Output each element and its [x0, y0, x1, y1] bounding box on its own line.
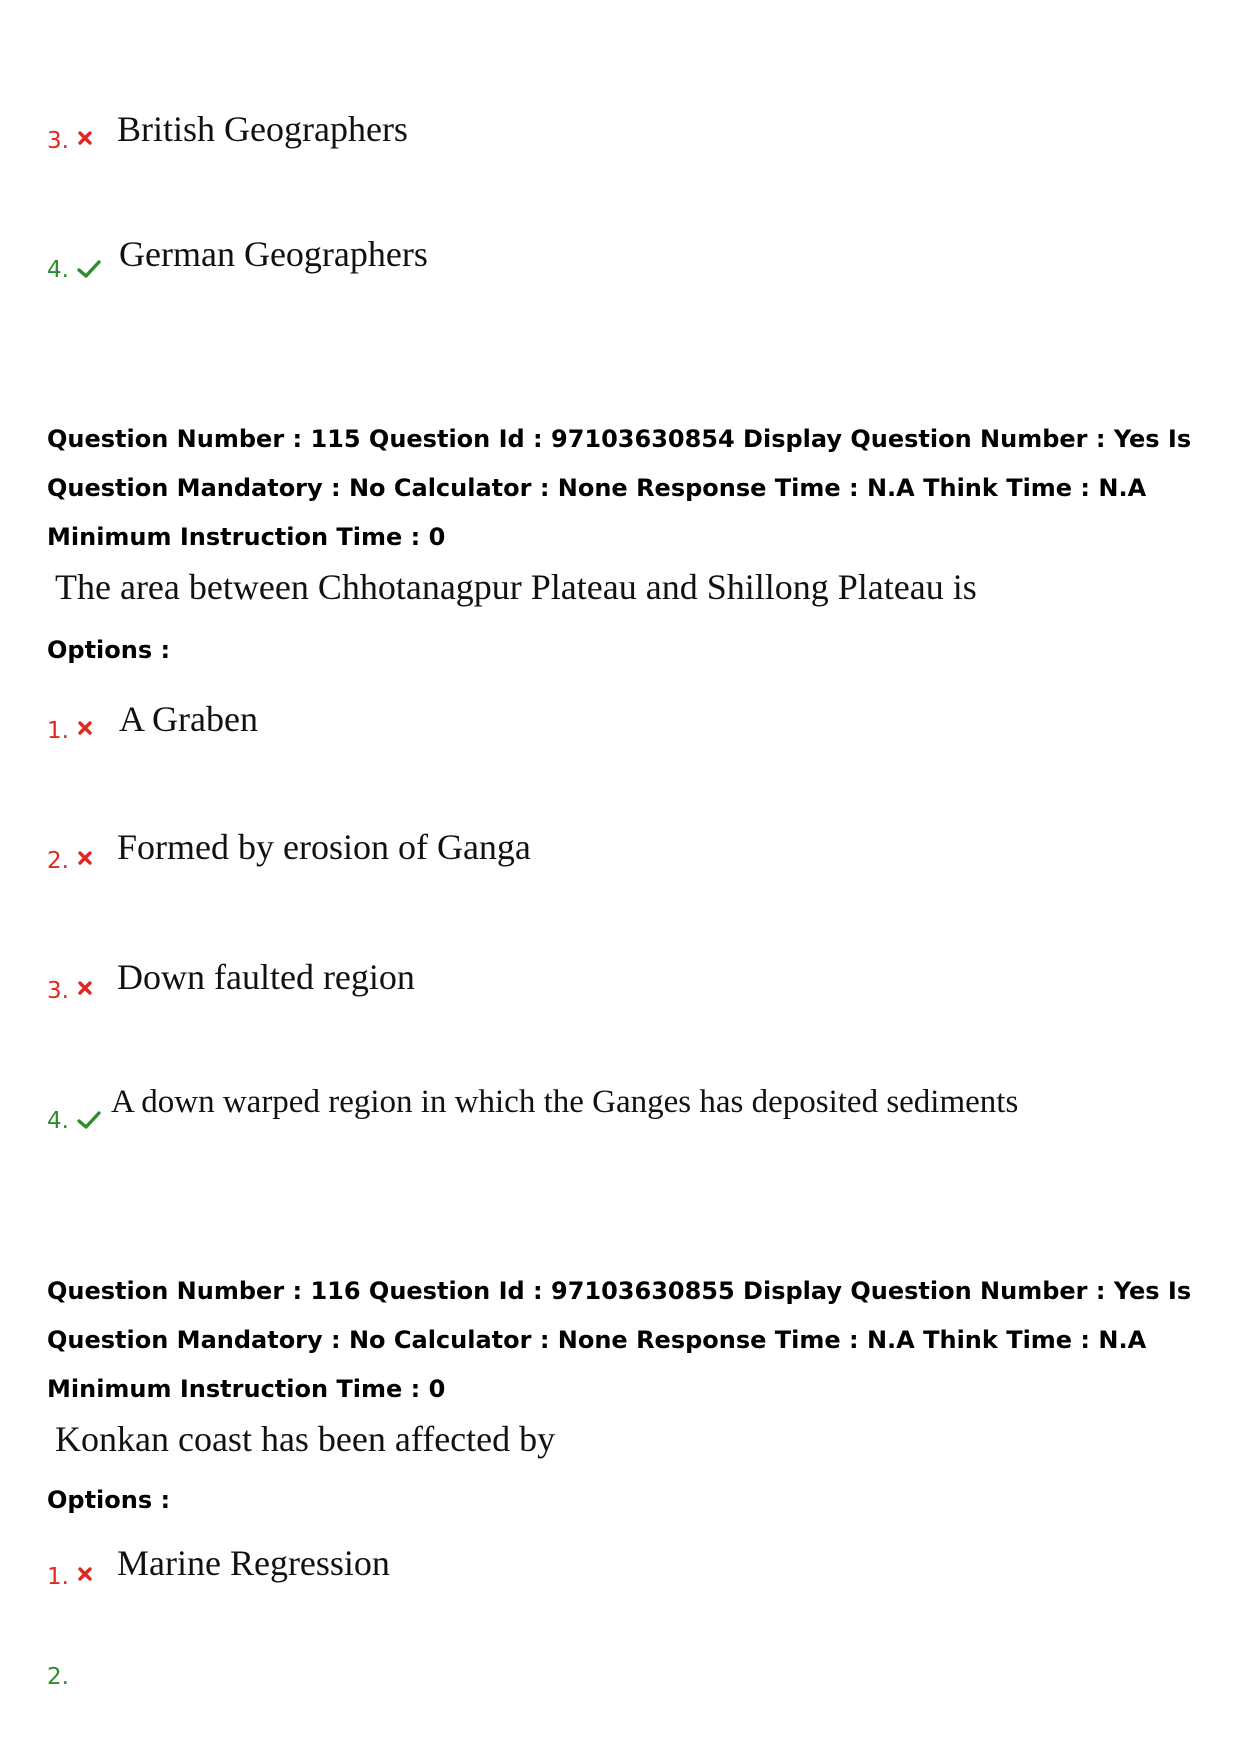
question-text: Konkan coast has been affected by — [55, 1419, 556, 1459]
option-number: 1. — [47, 1564, 69, 1590]
cross-icon — [77, 130, 93, 146]
check-icon — [77, 1110, 101, 1130]
option-number: 4. — [47, 1108, 69, 1134]
options-label: Options : — [47, 1486, 171, 1514]
option-number: 2. — [47, 1664, 69, 1690]
option-number: 1. — [47, 718, 69, 744]
option-text: A down warped region in which the Ganges has deposited sediments — [111, 1084, 1019, 1120]
question-meta: Question Number : 115 Question Id : 97103630854 Display Question Number : Yes Is Question Mandatory : No Calculator : None Response Time : N.A Think Time : N.A Minimum Instruction Time : 0 — [47, 425, 1192, 551]
question-text: The area between Chhotanagpur Plateau and Shillong Plateau is — [55, 567, 977, 607]
cross-icon — [77, 850, 93, 866]
option-number: 3. — [47, 978, 69, 1004]
cross-icon — [77, 980, 93, 996]
option-number: 4. — [47, 257, 69, 283]
cross-icon — [77, 1566, 93, 1582]
cross-icon — [77, 720, 93, 736]
question-meta: Question Number : 116 Question Id : 97103630855 Display Question Number : Yes Is Question Mandatory : No Calculator : None Response Time : N.A Think Time : N.A Minimum Instruction Time : 0 — [47, 1277, 1192, 1403]
option-text: Formed by erosion of Ganga — [117, 827, 531, 867]
option-text: A Graben — [119, 699, 258, 739]
option-text: Marine Regression — [117, 1543, 390, 1583]
option-number: 3. — [47, 128, 69, 154]
option-number: 2. — [47, 848, 69, 874]
check-icon — [77, 259, 101, 279]
options-label: Options : — [47, 636, 171, 664]
option-text: British Geographers — [117, 109, 408, 149]
option-text: German Geographers — [119, 234, 428, 274]
option-text: Down faulted region — [117, 957, 415, 997]
